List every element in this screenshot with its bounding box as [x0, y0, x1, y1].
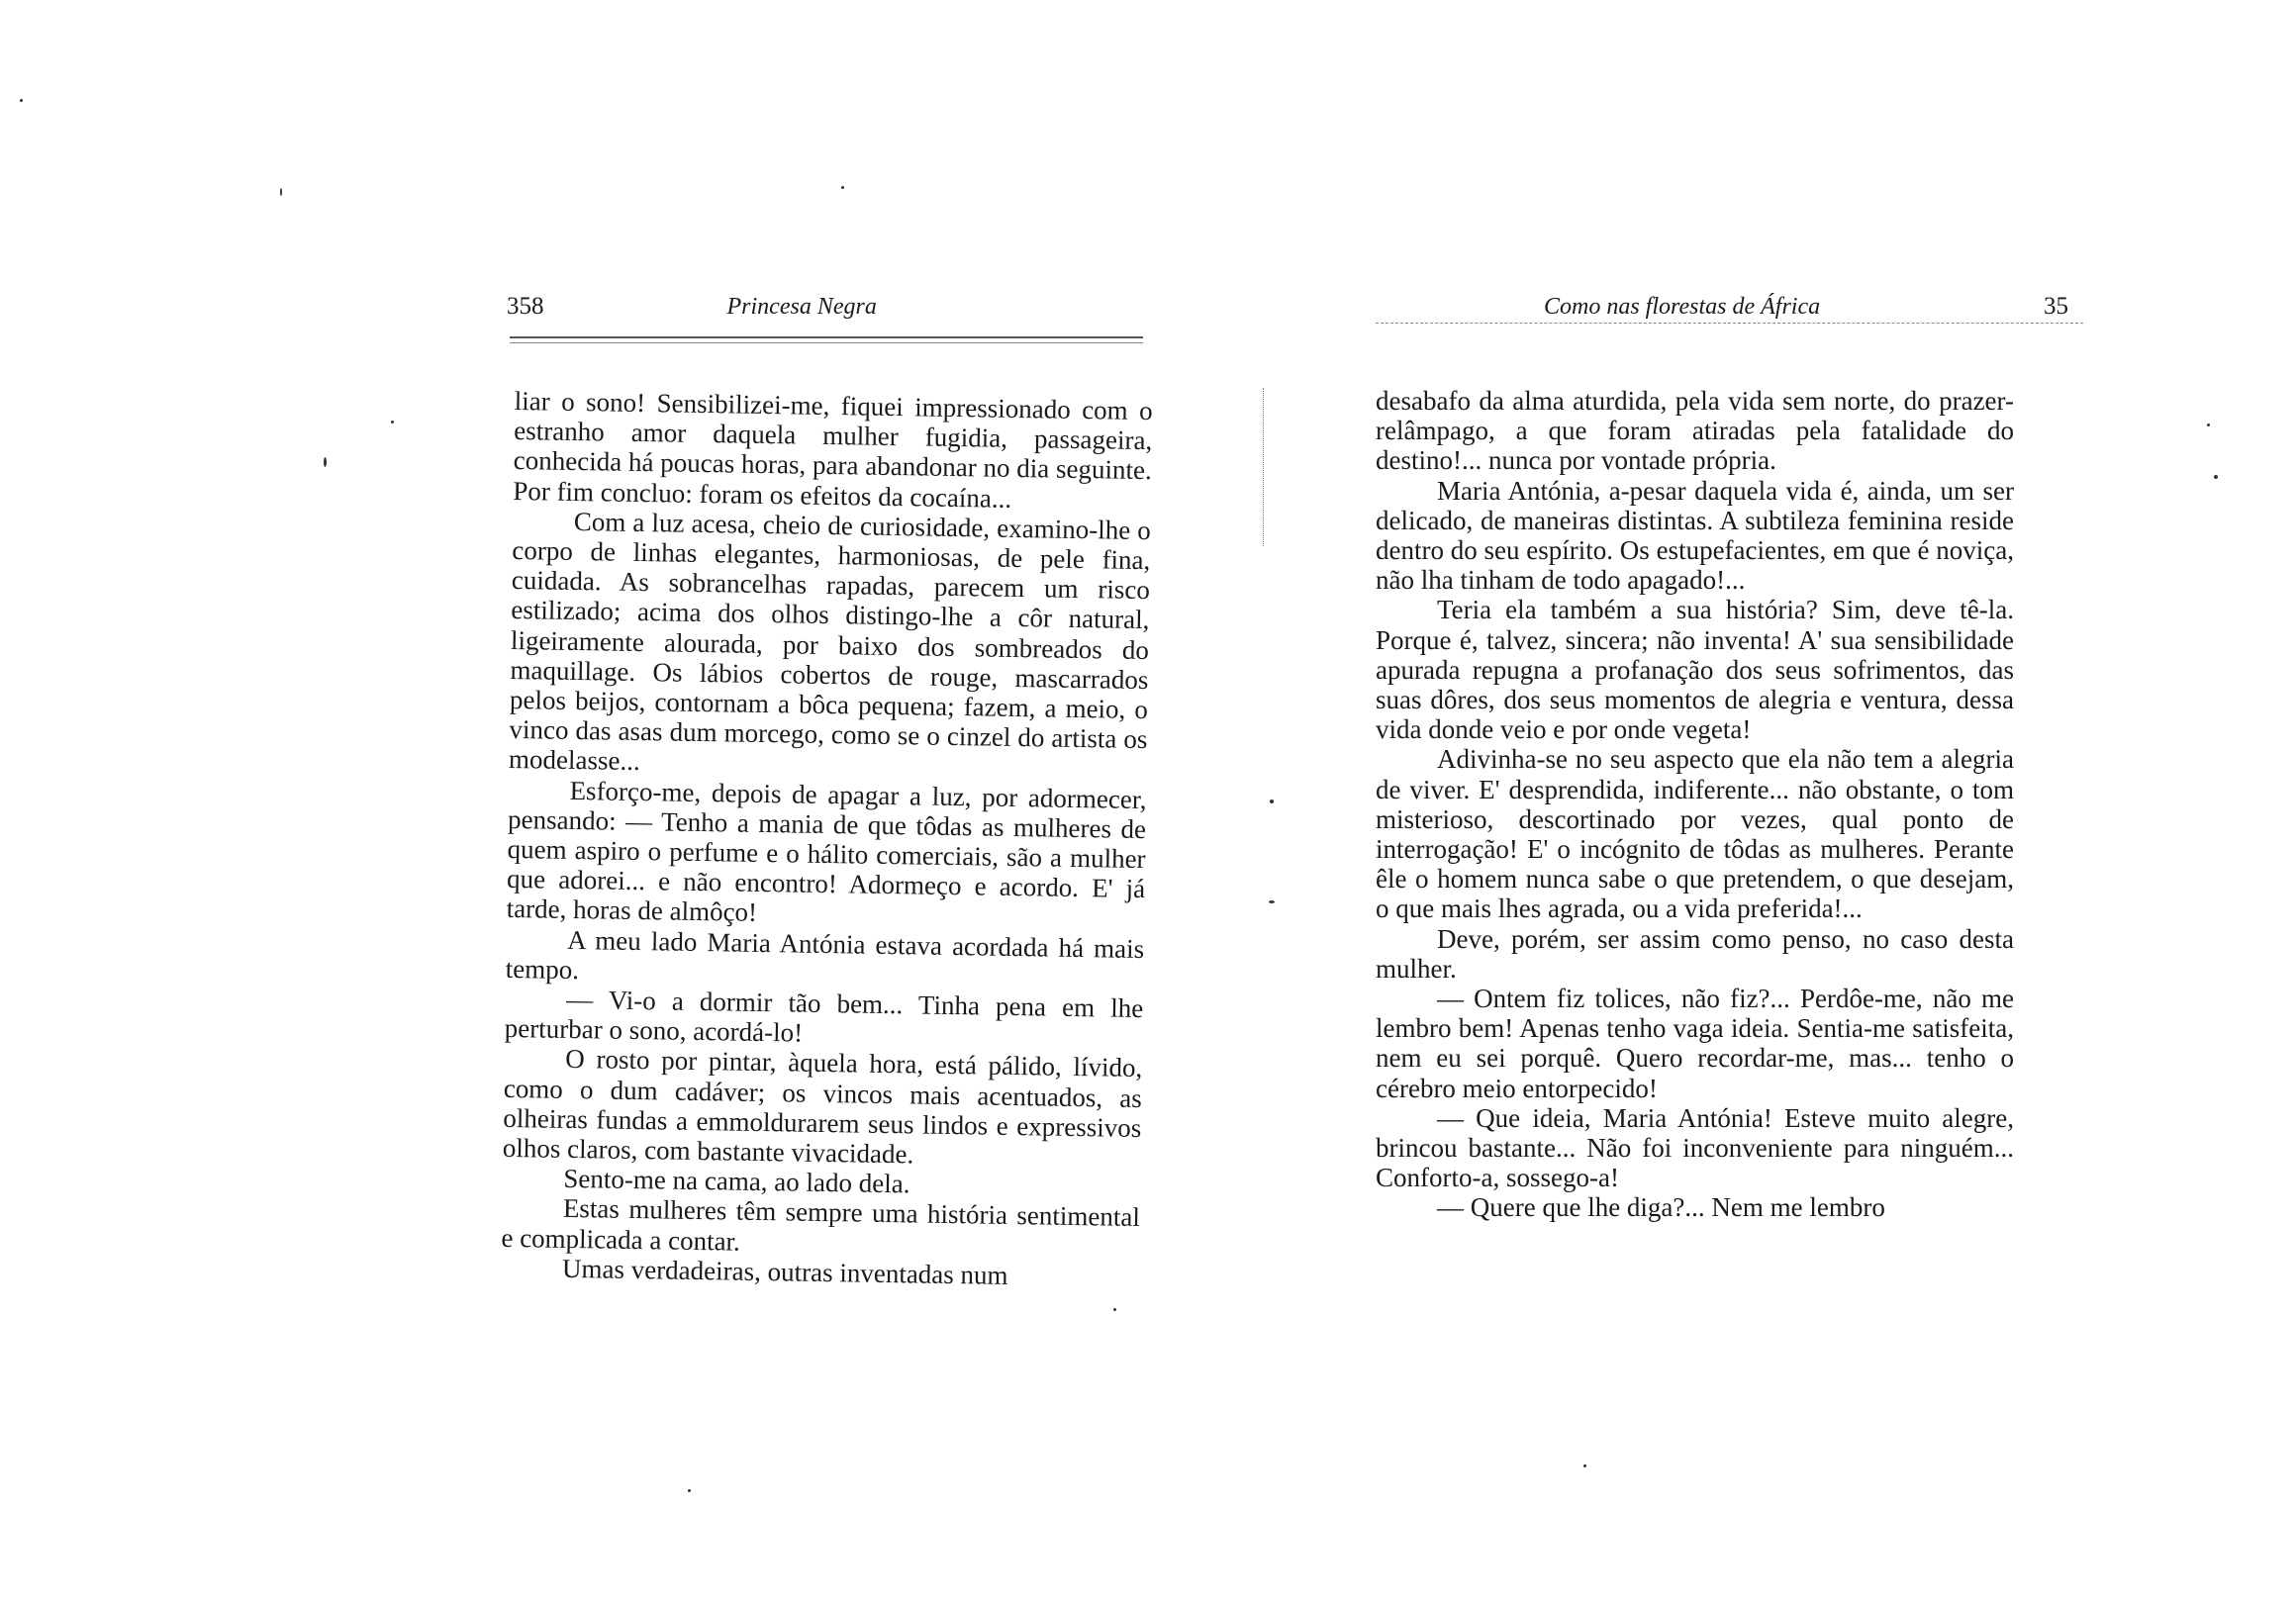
left-header-rule-secondary — [510, 342, 1143, 343]
right-paragraph-6: — Ontem fiz tolices, não fiz?... Perdôe-me, não me lembro bem! Apenas tenho vaga ideia. Sentia-me satisfeita, nem eu sei porquê. Quero recordar-me, mas... tenho o cérebro meio entorpecido! — [1376, 984, 2014, 1103]
scan-speck — [391, 421, 394, 423]
right-paragraph-7: — Que ideia, Maria Antónia! Esteve muito alegre, brincou bastante... Não foi inconveniente para ninguém... Conforto-a, sossego-a! — [1376, 1102, 2014, 1193]
right-page-body — [1376, 386, 2014, 1223]
right-paragraph-5: Deve, porém, ser assim como penso, no caso desta mulher. — [1376, 923, 2014, 984]
left-paragraph-3: Esforço-me, depois de apagar a luz, por adormecer, pensando: — Tenho a mania de que tôdas as mulheres de quem aspiro o perfume e o hálito comerciais, são a mulher que adorei... e não encontro! Adormeço e acordo. E' já tarde, horas de almôço! — [506, 775, 1147, 928]
left-paragraph-4: A meu lado Maria Antónia estava acordada há mais tempo. — [505, 924, 1145, 985]
left-page-number: 358 — [507, 293, 544, 320]
right-paragraph-1: desabafo da alma aturdida, pela vida sem norte, do prazer-relâmpago, a que foram atiradas pela fatalidade do destino!... nunca por vontade própria. — [1376, 386, 2014, 476]
right-running-title: Como nas florestas de África — [1544, 294, 1821, 320]
left-page-body — [501, 386, 1153, 1292]
scan-speck — [1583, 1464, 1586, 1467]
right-page — [1277, 0, 2296, 1599]
scan-speck — [2214, 475, 2218, 479]
left-paragraph-8: Estas mulheres têm sempre uma história sentimental e complicada a contar. — [501, 1193, 1141, 1257]
scan-speck — [324, 457, 327, 467]
right-header-rule — [1376, 323, 2083, 324]
left-paragraph-1: liar o sono! Sensibilizei-me, fiquei impressionado com o estranho amor daquela mulher fugidia, passageira, conhecida há poucas horas, para abandonar no dia seguinte. Por fim concluo: foram os efeitos da cocaína... — [513, 386, 1153, 514]
scan-speck — [2207, 423, 2210, 426]
gutter-mark — [1263, 388, 1264, 546]
left-header-rule — [510, 336, 1143, 338]
left-running-title: Princesa Negra — [726, 294, 877, 320]
scan-speck — [1113, 1308, 1116, 1311]
right-paragraph-4: Adivinha-se no seu aspecto que ela não tem a alegria de viver. E' desprendida, indiferente... não obstante, o tom misterioso, descortinado por vezes, qual ponto de interrogação! E' o incógnito de tôdas as mulheres. Perante êle o homem nunca sabe o que pretendem, o que desejam, o que mais lhes agrada, ou a vida preferida!... — [1376, 744, 2014, 924]
right-paragraph-8: — Quere que lhe diga?... Nem me lembro — [1437, 1192, 1885, 1223]
scan-speck — [280, 188, 282, 196]
scan-speck — [841, 186, 844, 189]
right-page-header — [1376, 293, 2088, 332]
scan-speck — [20, 99, 23, 102]
right-paragraph-2: Maria Antónia, a-pesar daquela vida é, ainda, um ser delicado, de maneiras distintas. A subtileza feminina reside dentro do seu espírito. Os estupefacientes, em que é noviça, não lha tinham de todo apagado!... — [1376, 475, 2014, 596]
left-paragraph-7: Sento-me na cama, ao lado dela. — [563, 1164, 910, 1199]
scan-speck — [1270, 800, 1274, 803]
left-paragraph-9: Umas verdadeiras, outras inventadas num — [561, 1253, 1008, 1290]
left-paragraph-5: — Vi-o a dormir tão bem... Tinha pena em lhe perturbar o sono, acordá-lo! — [504, 984, 1144, 1048]
left-page-header — [507, 293, 1150, 332]
left-paragraph-6: O rosto por pintar, àquela hora, está pálido, lívido, como o dum cadáver; os vincos mais acentuados, as olheiras fundas a emmoldurarem seus lindos e expressivos olhos claros, com bastante vivacidade. — [502, 1044, 1143, 1170]
scan-speck — [688, 1489, 691, 1492]
left-paragraph-2: Com a luz acesa, cheio de curiosidade, examino-lhe o corpo de linhas elegantes, harmoniosas, de pele fina, cuidada. As sobrancelhas rapadas, parecem um risco estilizado; acima dos olhos distingo-lhe a côr natural, ligeiramente alourada, por baixo dos sombreados do maquillage. Os lábios cobertos de rouge, mascarrados pelos beijos, contornam a bôca pequena; fazem, a meio, o vinco das asas dum morcego, como se o cinzel do artista os modelasse... — [508, 506, 1152, 777]
right-page-number: 35 — [2044, 293, 2068, 320]
scan-speck — [1269, 900, 1275, 903]
right-paragraph-3: Teria ela também a sua história? Sim, deve tê-la. Porque é, talvez, sincera; não inventa! A' sua sensibilidade apurada repugna a profanação dos seus sofrimentos, das suas dôres, dos seus momentos de alegria e ventura, dessa vida donde veio e por onde vegeta! — [1376, 595, 2014, 745]
